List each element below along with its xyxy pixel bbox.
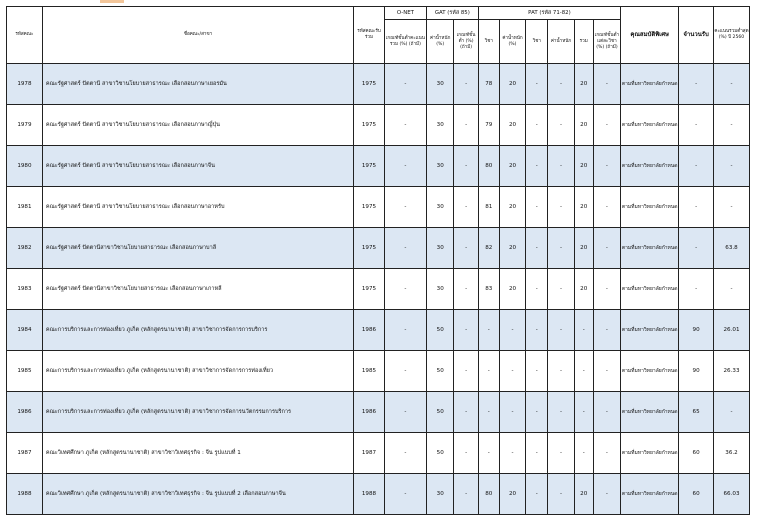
cell-code: 1986 — [7, 392, 43, 433]
cell-pat-min: - — [593, 433, 620, 474]
cell-pat-total: 20 — [574, 269, 593, 310]
cell-gat-min: - — [454, 269, 478, 310]
cell-pat-subject-1: - — [478, 351, 499, 392]
cell-code: 1983 — [7, 269, 43, 310]
table-row — [7, 187, 750, 228]
cell-special: ตามที่มหาวิทยาลัยกำหนด — [621, 474, 679, 515]
header-onet: O-NET — [384, 7, 426, 20]
header-pat-subject-2: วิชา — [526, 20, 548, 64]
cell-gat-weight: 30 — [427, 146, 454, 187]
cell-special: ตามที่มหาวิทยาลัยกำหนด — [621, 310, 679, 351]
cell-code: 1979 — [7, 105, 43, 146]
cell-pat-total: 20 — [574, 105, 593, 146]
cell-name: คณะวิเทศศึกษา ภูเก็ต (หลักสูตรนานาชาติ) สาขาวิชาวิเทศธุรกิจ : จีน รูปแบบที่ 2 เลือกสอบภาษาจีน — [42, 474, 353, 515]
cell-min-score: 26.01 — [714, 310, 750, 351]
cell-special: ตามที่มหาวิทยาลัยกำหนด — [621, 187, 679, 228]
cell-pat-weight-1: - — [499, 310, 525, 351]
cell-pat-weight-1: 20 — [499, 269, 525, 310]
cell-seats: - — [679, 228, 714, 269]
cell-pat-total: - — [574, 310, 593, 351]
cell-gat-min: - — [454, 187, 478, 228]
table-body — [7, 64, 750, 515]
cell-pat-weight-1: 20 — [499, 474, 525, 515]
cell-gat-weight: 30 — [427, 105, 454, 146]
cell-pat-min: - — [593, 310, 620, 351]
cell-gat-weight: 30 — [427, 474, 454, 515]
cell-pat-weight-1: - — [499, 433, 525, 474]
cell-alloc-code: 1986 — [354, 310, 385, 351]
cell-seats: - — [679, 269, 714, 310]
cell-seats: - — [679, 64, 714, 105]
cell-pat-subject-1: 80 — [478, 474, 499, 515]
header-gat: GAT (รหัส 85) — [427, 7, 479, 20]
cell-pat-subject-2: - — [526, 474, 548, 515]
cell-min-score: 66.03 — [714, 474, 750, 515]
cell-pat-total: - — [574, 433, 593, 474]
cell-pat-total: - — [574, 351, 593, 392]
header-code: รหัสคณะ — [7, 7, 43, 64]
cell-name: คณะการบริการและการท่องเที่ยว ภูเก็ต (หลักสูตรนานาชาติ) สาขาวิชาการจัดการนวัตกรรมการบริการ — [42, 392, 353, 433]
cell-pat-min: - — [593, 228, 620, 269]
cell-pat-weight-1: - — [499, 392, 525, 433]
cell-pat-weight-1: 20 — [499, 105, 525, 146]
cell-pat-weight-2: - — [548, 187, 574, 228]
cell-pat-subject-2: - — [526, 64, 548, 105]
cell-pat-subject-2: - — [526, 105, 548, 146]
cell-gat-min: - — [454, 310, 478, 351]
cell-min-score: - — [714, 105, 750, 146]
cell-gat-weight: 30 — [427, 269, 454, 310]
cell-pat-weight-1: 20 — [499, 187, 525, 228]
cell-gat-min: - — [454, 228, 478, 269]
cell-code: 1987 — [7, 433, 43, 474]
cell-pat-subject-1: - — [478, 310, 499, 351]
table-row — [7, 269, 750, 310]
cell-pat-weight-2: - — [548, 146, 574, 187]
cell-gat-weight: 30 — [427, 228, 454, 269]
cell-onet-min: - — [384, 351, 426, 392]
cell-onet-min: - — [384, 474, 426, 515]
cell-pat-subject-1: - — [478, 392, 499, 433]
cell-onet-min: - — [384, 228, 426, 269]
header-accent-mark — [100, 0, 124, 3]
cell-seats: - — [679, 187, 714, 228]
cell-code: 1985 — [7, 351, 43, 392]
cell-pat-total: - — [574, 392, 593, 433]
cell-pat-total: 20 — [574, 228, 593, 269]
cell-min-score: 26.33 — [714, 351, 750, 392]
cell-gat-min: - — [454, 146, 478, 187]
cell-alloc-code: 1975 — [354, 269, 385, 310]
table-row — [7, 474, 750, 515]
cell-gat-weight: 30 — [427, 187, 454, 228]
table-row — [7, 146, 750, 187]
cell-pat-total: 20 — [574, 474, 593, 515]
cell-min-score: - — [714, 269, 750, 310]
cell-name: คณะการบริการและการท่องเที่ยว ภูเก็ต (หลักสูตรนานาชาติ) สาขาวิชาการจัดการการบริการ — [42, 310, 353, 351]
cell-alloc-code: 1975 — [354, 64, 385, 105]
header-onet-min: เกณฑ์ขั้นต่ำคะแนนรวม (%) (ถ้ามี) — [384, 20, 426, 64]
cell-code: 1984 — [7, 310, 43, 351]
cell-pat-subject-1: 78 — [478, 64, 499, 105]
cell-gat-min: - — [454, 474, 478, 515]
cell-pat-weight-2: - — [548, 310, 574, 351]
cell-pat-min: - — [593, 146, 620, 187]
cell-onet-min: - — [384, 105, 426, 146]
cell-name: คณะรัฐศาสตร์ ปัตตานีสาขาวิชานโยบายสาธารณะ เลือกสอบภาษาเกาหลี — [42, 269, 353, 310]
cell-pat-min: - — [593, 392, 620, 433]
cell-pat-subject-2: - — [526, 351, 548, 392]
cell-name: คณะการบริการและการท่องเที่ยว ภูเก็ต (หลักสูตรนานาชาติ) สาขาวิชาการจัดการการท่องเที่ยว — [42, 351, 353, 392]
header-gat-min: เกณฑ์ขั้นต่ำ (%) (ถ้ามี) — [454, 20, 478, 64]
cell-special: ตามที่มหาวิทยาลัยกำหนด — [621, 433, 679, 474]
cell-pat-subject-2: - — [526, 187, 548, 228]
header-alloc-code: รหัสคณะรับร่วม — [354, 7, 385, 64]
header-pat: PAT (รหัส 71-82) — [478, 7, 620, 20]
cell-min-score: - — [714, 187, 750, 228]
cell-gat-weight: 50 — [427, 392, 454, 433]
cell-pat-total: 20 — [574, 187, 593, 228]
cell-alloc-code: 1988 — [354, 474, 385, 515]
cell-pat-weight-2: - — [548, 64, 574, 105]
cell-alloc-code: 1985 — [354, 351, 385, 392]
cell-onet-min: - — [384, 269, 426, 310]
cell-gat-min: - — [454, 392, 478, 433]
cell-pat-min: - — [593, 187, 620, 228]
cell-min-score: 63.8 — [714, 228, 750, 269]
cell-pat-weight-2: - — [548, 351, 574, 392]
cell-onet-min: - — [384, 64, 426, 105]
cell-pat-subject-1: - — [478, 433, 499, 474]
cell-alloc-code: 1975 — [354, 146, 385, 187]
cell-name: คณะรัฐศาสตร์ ปัตตานี สาขาวิชานโยบายสาธารณะ เลือกสอบภาษาเยอรมัน — [42, 64, 353, 105]
cell-min-score: - — [714, 146, 750, 187]
table-row — [7, 392, 750, 433]
cell-seats: 60 — [679, 433, 714, 474]
header-gat-weight: ค่าน้ำหนัก (%) — [427, 20, 454, 64]
cell-pat-total: 20 — [574, 146, 593, 187]
header-pat-min: เกณฑ์ขั้นต่ำแต่ละวิชา (%) (ถ้ามี) — [593, 20, 620, 64]
cell-min-score: - — [714, 392, 750, 433]
cell-gat-min: - — [454, 64, 478, 105]
header-min-score: คะแนนรวมต่ำสุด (%) ปี 2560 — [714, 7, 750, 64]
cell-pat-weight-1: 20 — [499, 146, 525, 187]
table-row — [7, 228, 750, 269]
cell-seats: 60 — [679, 474, 714, 515]
cell-pat-weight-2: - — [548, 474, 574, 515]
cell-code: 1981 — [7, 187, 43, 228]
cell-min-score: 36.2 — [714, 433, 750, 474]
cell-pat-subject-1: 82 — [478, 228, 499, 269]
cell-pat-subject-2: - — [526, 392, 548, 433]
cell-onet-min: - — [384, 392, 426, 433]
cell-pat-subject-1: 79 — [478, 105, 499, 146]
admission-table — [6, 6, 750, 515]
table-row — [7, 105, 750, 146]
cell-special: ตามที่มหาวิทยาลัยกำหนด — [621, 146, 679, 187]
cell-alloc-code: 1986 — [354, 392, 385, 433]
cell-pat-subject-1: 83 — [478, 269, 499, 310]
cell-special: ตามที่มหาวิทยาลัยกำหนด — [621, 64, 679, 105]
cell-gat-min: - — [454, 351, 478, 392]
cell-pat-weight-1: 20 — [499, 228, 525, 269]
cell-special: ตามที่มหาวิทยาลัยกำหนด — [621, 392, 679, 433]
cell-code: 1988 — [7, 474, 43, 515]
cell-pat-min: - — [593, 351, 620, 392]
admission-table-container — [6, 6, 750, 515]
cell-gat-weight: 30 — [427, 64, 454, 105]
cell-seats: 65 — [679, 392, 714, 433]
cell-gat-weight: 50 — [427, 433, 454, 474]
header-seats: จำนวนรับ — [679, 7, 714, 64]
cell-name: คณะรัฐศาสตร์ ปัตตานีสาขาวิชานโยบายสาธารณะ เลือกสอบภาษาบาลี — [42, 228, 353, 269]
table-row — [7, 64, 750, 105]
table-row — [7, 310, 750, 351]
cell-name: คณะวิเทศศึกษา ภูเก็ต (หลักสูตรนานาชาติ) สาขาวิชาวิเทศธุรกิจ : จีน รูปแบบที่ 1 — [42, 433, 353, 474]
header-pat-total: รวม — [574, 20, 593, 64]
cell-name: คณะรัฐศาสตร์ ปัตตานี สาขาวิชานโยบายสาธารณะ เลือกสอบภาษาจีน — [42, 146, 353, 187]
cell-pat-subject-2: - — [526, 146, 548, 187]
cell-onet-min: - — [384, 187, 426, 228]
header-pat-weight-1: ค่าน้ำหนัก (%) — [499, 20, 525, 64]
cell-gat-weight: 50 — [427, 351, 454, 392]
cell-pat-weight-2: - — [548, 269, 574, 310]
cell-pat-weight-1: 20 — [499, 64, 525, 105]
cell-gat-min: - — [454, 433, 478, 474]
cell-special: ตามที่มหาวิทยาลัยกำหนด — [621, 269, 679, 310]
cell-seats: 90 — [679, 310, 714, 351]
table-row — [7, 351, 750, 392]
cell-special: ตามที่มหาวิทยาลัยกำหนด — [621, 228, 679, 269]
cell-gat-weight: 50 — [427, 310, 454, 351]
cell-pat-subject-2: - — [526, 269, 548, 310]
cell-pat-weight-2: - — [548, 105, 574, 146]
header-special: คุณสมบัติพิเศษ — [621, 7, 679, 64]
cell-special: ตามที่มหาวิทยาลัยกำหนด — [621, 351, 679, 392]
cell-pat-weight-2: - — [548, 392, 574, 433]
header-pat-weight-2: ค่าน้ำหนัก — [548, 20, 574, 64]
cell-seats: - — [679, 105, 714, 146]
cell-gat-min: - — [454, 105, 478, 146]
cell-pat-min: - — [593, 105, 620, 146]
cell-pat-total: 20 — [574, 64, 593, 105]
cell-code: 1980 — [7, 146, 43, 187]
cell-pat-subject-2: - — [526, 310, 548, 351]
cell-pat-min: - — [593, 269, 620, 310]
cell-special: ตามที่มหาวิทยาลัยกำหนด — [621, 105, 679, 146]
table-row — [7, 433, 750, 474]
cell-code: 1982 — [7, 228, 43, 269]
cell-pat-weight-2: - — [548, 433, 574, 474]
cell-onet-min: - — [384, 146, 426, 187]
cell-code: 1978 — [7, 64, 43, 105]
cell-min-score: - — [714, 64, 750, 105]
cell-pat-min: - — [593, 64, 620, 105]
cell-alloc-code: 1975 — [354, 228, 385, 269]
cell-pat-subject-2: - — [526, 433, 548, 474]
cell-seats: 90 — [679, 351, 714, 392]
header-pat-subject-1: วิชา — [478, 20, 499, 64]
cell-alloc-code: 1987 — [354, 433, 385, 474]
cell-pat-weight-1: - — [499, 351, 525, 392]
cell-pat-weight-2: - — [548, 228, 574, 269]
cell-pat-subject-2: - — [526, 228, 548, 269]
cell-pat-subject-1: 80 — [478, 146, 499, 187]
cell-alloc-code: 1975 — [354, 187, 385, 228]
cell-seats: - — [679, 146, 714, 187]
cell-alloc-code: 1975 — [354, 105, 385, 146]
cell-onet-min: - — [384, 310, 426, 351]
cell-name: คณะรัฐศาสตร์ ปัตตานี สาขาวิชานโยบายสาธารณะ เลือกสอบภาษาญี่ปุ่น — [42, 105, 353, 146]
cell-name: คณะรัฐศาสตร์ ปัตตานี สาขาวิชานโยบายสาธารณะ เลือกสอบภาษาอาหรับ — [42, 187, 353, 228]
cell-pat-subject-1: 81 — [478, 187, 499, 228]
cell-pat-min: - — [593, 474, 620, 515]
header-name: ชื่อคณะ/สาขา — [42, 7, 353, 64]
cell-onet-min: - — [384, 433, 426, 474]
